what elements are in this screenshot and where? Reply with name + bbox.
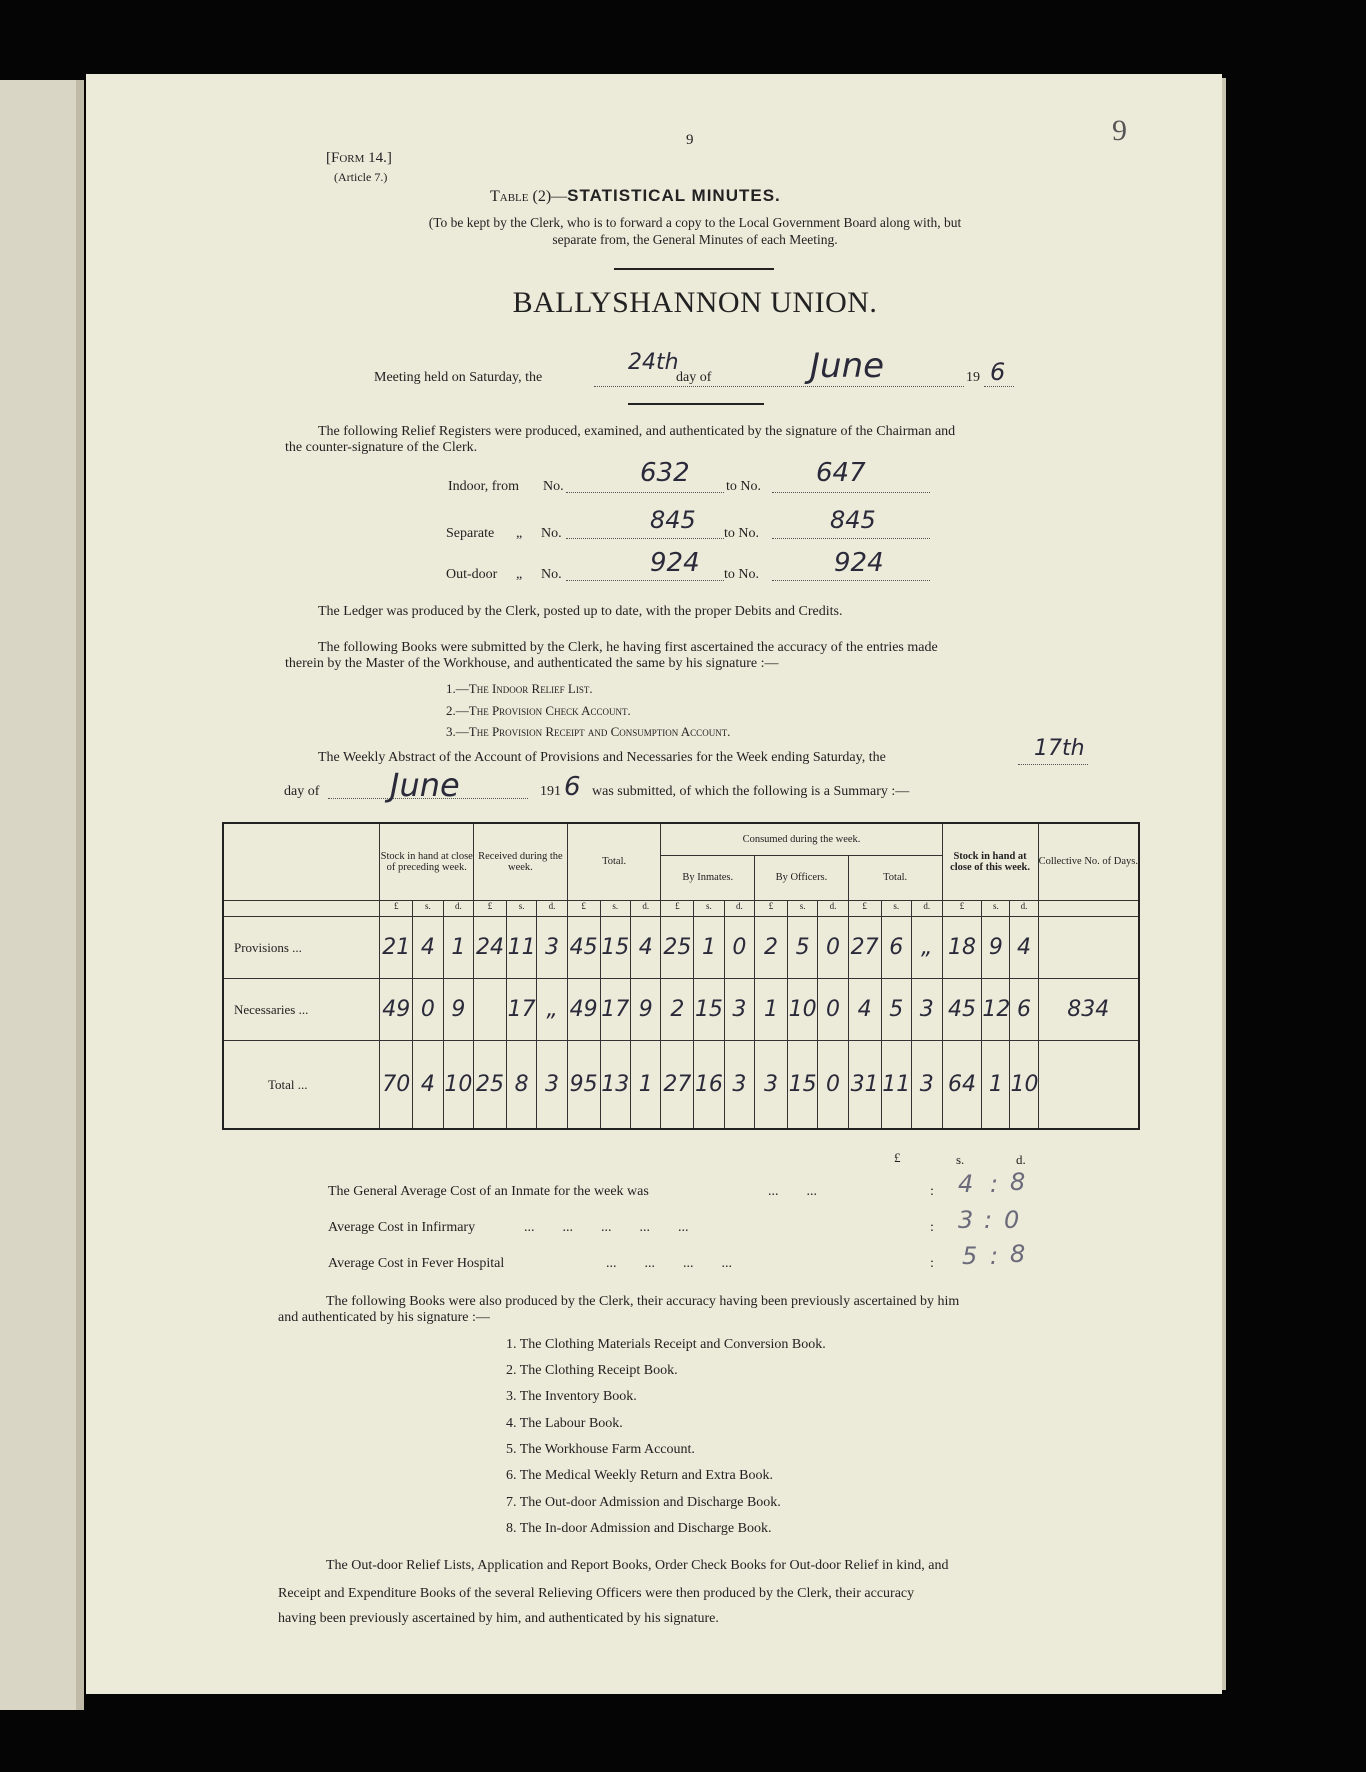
unit-pence: d. (724, 900, 754, 916)
cell: 5 (881, 979, 911, 1041)
meeting-rule (628, 403, 764, 405)
cell: 9 (630, 979, 660, 1041)
cost-fever-d: 8 (1010, 1240, 1026, 1268)
register-indoor-no: No. (543, 479, 564, 494)
cell: 24 (474, 916, 507, 978)
table-title-text: STATISTICAL MINUTES. (567, 186, 781, 205)
register-outdoor-to: 924 (834, 548, 884, 578)
unit-shillings: s. (881, 900, 911, 916)
unit-shillings: s. (787, 900, 817, 916)
cell: 8 (506, 1041, 536, 1129)
header-collective-days: Collective No. of Days. (1038, 823, 1139, 900)
also-intro-line-2: and authenticated by his signature :— (278, 1310, 490, 1325)
table-row-necessaries (223, 979, 1139, 1041)
cell: 49 (380, 979, 413, 1041)
list-item: 7. The Out-door Admission and Discharge Book. (506, 1495, 781, 1510)
meeting-month: June (810, 346, 885, 386)
cell: 64 (942, 1041, 982, 1129)
unit-blank (223, 900, 380, 916)
union-name: BALLYSHANNON UNION. (512, 286, 878, 319)
cell: 10 (1010, 1041, 1038, 1129)
cell: 4 (1010, 916, 1038, 978)
cost-unit-pence: d. (1016, 1152, 1026, 1167)
facing-page (0, 80, 84, 1710)
list-item: 6. The Medical Weekly Return and Extra Book. (506, 1468, 774, 1483)
list-item: 1. The Clothing Materials Receipt and Conversion Book. (506, 1337, 826, 1352)
register-outdoor-to-line (772, 580, 930, 581)
list-item: 3. The Inventory Book. (506, 1389, 637, 1404)
cell: 4 (630, 916, 660, 978)
cell: 49 (567, 979, 600, 1041)
list-item: 8. The In-door Admission and Discharge Book. (506, 1521, 772, 1536)
unit-pounds: £ (661, 900, 694, 916)
cell: 21 (380, 916, 413, 978)
cost-general-colon: : (930, 1184, 934, 1199)
row-label-text: Provisions (234, 939, 289, 955)
unit-pounds: £ (567, 900, 600, 916)
table-title (490, 186, 781, 206)
unit-pounds: £ (848, 900, 881, 916)
unit-pence: d. (443, 900, 473, 916)
cell: 3 (724, 979, 754, 1041)
unit-pence: d. (1010, 900, 1038, 916)
page-edge (1222, 78, 1226, 1690)
cost-general-dots: ... ... (768, 1184, 817, 1199)
cell (474, 979, 507, 1041)
unit-blank (1038, 900, 1139, 916)
meeting-day-of: day of (676, 370, 712, 385)
closing-line-2: Receipt and Expenditure Books of the several Relieving Officers were then produced by the Clerk, their accuracy (278, 1586, 915, 1601)
register-outdoor-from: 924 (650, 548, 700, 578)
unit-pence: d. (630, 900, 660, 916)
cost-fever-dots: ... ... ... ... (606, 1256, 732, 1271)
meeting-day: 24th (628, 350, 679, 375)
register-outdoor-no: No. (541, 567, 562, 582)
weekly-abstract-month: June (390, 766, 460, 804)
cell: 15 (600, 916, 630, 978)
stamped-page-number: 9 (1112, 114, 1127, 147)
header-by-officers: By Officers. (755, 855, 849, 900)
cell: 3 (911, 979, 942, 1041)
cost-infirmary-label: Average Cost in Infirmary (328, 1220, 476, 1235)
weekly-abstract-year-prefix: 191 (540, 784, 561, 799)
cell: 25 (474, 1041, 507, 1129)
cell: 25 (661, 916, 694, 978)
cell: 0 (818, 1041, 848, 1129)
registers-intro-line-2: the counter-signature of the Clerk. (285, 440, 478, 455)
books-intro-line-2: therein by the Master of the Workhouse, and authenticated the same by his signature :— (285, 656, 779, 671)
cell: 3 (537, 1041, 567, 1129)
cell: 31 (848, 1041, 881, 1129)
cell: 95 (567, 1041, 600, 1129)
cost-fever-s: 5 (962, 1242, 978, 1270)
cell: 1 (982, 1041, 1010, 1129)
cost-general-sep: : (990, 1170, 999, 1198)
cell: 1 (694, 916, 724, 978)
cell: 10 (787, 979, 817, 1041)
cost-unit-shillings: s. (956, 1152, 965, 1167)
cell: „ (537, 979, 567, 1041)
row-label (223, 979, 380, 1041)
cell: 3 (724, 1041, 754, 1129)
cost-general-label: The General Average Cost of an Inmate for the week was (328, 1184, 649, 1199)
row-label-dots: ... (292, 939, 302, 955)
header-consumed: Consumed during the week. (661, 823, 942, 855)
row-label-dots: ... (298, 1001, 309, 1017)
closing-line-3: having been previously ascertained by him, and authenticated by his signature. (278, 1611, 719, 1626)
cost-infirmary-d: 0 (1004, 1206, 1020, 1234)
header-consumed-total: Total. (848, 855, 942, 900)
cell: 18 (942, 916, 982, 978)
unit-pounds: £ (380, 900, 413, 916)
instruction-line-2: separate from, the General Minutes of each Meeting. (552, 232, 838, 247)
cell: 45 (942, 979, 982, 1041)
cell: 6 (1010, 979, 1038, 1041)
cell-days: 834 (1038, 979, 1139, 1041)
cost-infirmary-colon: : (930, 1220, 934, 1235)
cell: 3 (911, 1041, 942, 1129)
table-row-total (223, 1041, 1139, 1129)
header-stock-close: Stock in hand at close of this week. (942, 823, 1038, 900)
cell: 9 (982, 916, 1010, 978)
meeting-year-prefix: 19 (966, 370, 980, 385)
register-outdoor-to-label: to No. (724, 567, 759, 582)
cell: 1 (630, 1041, 660, 1129)
register-separate-to-label: to No. (724, 526, 759, 541)
cell: 17 (600, 979, 630, 1041)
cell: 4 (413, 916, 443, 978)
row-label (223, 1041, 380, 1129)
cell: 0 (818, 979, 848, 1041)
summary-table (222, 822, 1140, 1130)
register-indoor-to-label: to No. (726, 479, 761, 494)
row-label-text: Total (268, 1076, 295, 1092)
register-outdoor-mark: „ (516, 567, 523, 582)
unit-shillings: s. (413, 900, 443, 916)
unit-pence: d. (911, 900, 942, 916)
cell-days (1038, 1041, 1139, 1129)
register-indoor-from-line (566, 492, 724, 493)
cell: 2 (755, 916, 788, 978)
register-separate-no: No. (541, 526, 562, 541)
cell-days (1038, 916, 1139, 978)
cell: „ (911, 916, 942, 978)
registers-intro-line-1: The following Relief Registers were produced, examined, and authenticated by the signature of the Chairman and (318, 424, 956, 439)
list-item: 2. The Clothing Receipt Book. (506, 1363, 678, 1378)
cell: 2 (661, 979, 694, 1041)
register-separate-from-line (566, 538, 724, 539)
register-outdoor-from-line (566, 580, 724, 581)
also-intro-line-1: The following Books were also produced by the Clerk, their accuracy having been previously ascertained by him (326, 1294, 960, 1309)
cell: 1 (755, 979, 788, 1041)
register-separate-to: 845 (830, 506, 876, 534)
cost-fever-label: Average Cost in Fever Hospital (328, 1256, 505, 1271)
unit-pence: d. (537, 900, 567, 916)
book-submitted-3: 3.—The Provision Receipt and Consumption Account. (446, 724, 731, 739)
register-separate-from: 845 (650, 506, 696, 534)
cell: 16 (694, 1041, 724, 1129)
cell: 4 (848, 979, 881, 1041)
cell: 0 (818, 916, 848, 978)
cost-infirmary-sep: : (984, 1206, 993, 1234)
unit-pounds: £ (942, 900, 982, 916)
table-title-prefix: Table (2)— (490, 188, 568, 205)
cell: 15 (787, 1041, 817, 1129)
row-label-dots: ... (297, 1076, 308, 1092)
register-outdoor-label: Out-door (446, 567, 498, 582)
header-total: Total. (567, 823, 661, 900)
header-received: Received during the week. (474, 823, 568, 900)
printed-page-number: 9 (686, 132, 694, 148)
cell: 10 (443, 1041, 473, 1129)
cell: 3 (755, 1041, 788, 1129)
cell: 1 (443, 916, 473, 978)
book-submitted-2: 2.—The Provision Check Account. (446, 703, 631, 718)
cell: 27 (848, 916, 881, 978)
book-submitted-1: 1.—The Indoor Relief List. (446, 681, 593, 696)
header-by-inmates: By Inmates. (661, 855, 755, 900)
cell: 4 (413, 1041, 443, 1129)
cell: 6 (881, 916, 911, 978)
weekly-abstract-suffix: was submitted, of which the following is a Summary :— (592, 784, 910, 799)
list-item: 4. The Labour Book. (506, 1416, 623, 1431)
form-article: (Article 7.) (334, 170, 388, 184)
cost-fever-colon: : (930, 1256, 934, 1271)
row-label (223, 916, 380, 978)
meeting-prefix: Meeting held on Saturday, the (374, 370, 543, 385)
meeting-date-line (594, 386, 964, 387)
form-label: [Form 14.] (326, 150, 392, 166)
unit-shillings: s. (506, 900, 536, 916)
cell: 3 (537, 916, 567, 978)
unit-shillings: s. (694, 900, 724, 916)
header-stock-preceding: Stock in hand at close of preceding week. (380, 823, 474, 900)
weekly-abstract-day-line (1018, 764, 1088, 765)
cell: 0 (724, 916, 754, 978)
cell: 11 (506, 916, 536, 978)
cell: 13 (600, 1041, 630, 1129)
cost-general-d: 8 (1010, 1168, 1026, 1196)
register-separate-mark: „ (516, 526, 523, 541)
header-blank (223, 823, 380, 900)
cost-fever-sep: : (990, 1242, 999, 1270)
unit-pence: d. (818, 900, 848, 916)
cost-general-s: 4 (958, 1170, 974, 1198)
register-separate-to-line (772, 538, 930, 539)
list-item: 5. The Workhouse Farm Account. (506, 1442, 695, 1457)
row-label-text: Necessaries (234, 1001, 296, 1017)
instruction-line-1: (To be kept by the Clerk, who is to forward a copy to the Local Government Board along with, but (428, 215, 962, 230)
register-indoor-from: 632 (640, 458, 690, 488)
register-indoor-to: 647 (816, 458, 866, 488)
ledger-text: The Ledger was produced by the Clerk, posted up to date, with the proper Debits and Credits. (318, 604, 843, 619)
unit-shillings: s. (982, 900, 1010, 916)
cell: 17 (506, 979, 536, 1041)
cell: 11 (881, 1041, 911, 1129)
cost-infirmary-dots: ... ... ... ... ... (524, 1220, 689, 1235)
weekly-abstract-day-of: day of (284, 784, 320, 799)
weekly-abstract-line-1: The Weekly Abstract of the Account of Provisions and Necessaries for the Week ending Saturday, the (318, 750, 886, 765)
weekly-abstract-day: 17th (1034, 736, 1085, 761)
cost-infirmary-s: 3 (958, 1206, 974, 1234)
unit-pounds: £ (474, 900, 507, 916)
cell: 15 (694, 979, 724, 1041)
register-separate-label: Separate (446, 526, 495, 541)
facing-page-edge (76, 80, 84, 1710)
books-intro-line-1: The following Books were submitted by the Clerk, he having first ascertained the accuracy of the entries made (318, 640, 938, 655)
meeting-year-line (984, 386, 1014, 387)
unit-shillings: s. (600, 900, 630, 916)
cell: 12 (982, 979, 1010, 1041)
cell: 5 (787, 916, 817, 978)
cell: 45 (567, 916, 600, 978)
title-rule (614, 268, 774, 270)
cell: 70 (380, 1041, 413, 1129)
register-indoor-to-line (772, 492, 930, 493)
cell: 9 (443, 979, 473, 1041)
cell: 27 (661, 1041, 694, 1129)
unit-pounds: £ (755, 900, 788, 916)
weekly-abstract-year-digit: 6 (564, 772, 581, 802)
table-row-provisions (223, 916, 1139, 978)
register-indoor-label: Indoor, from (448, 479, 519, 494)
cell: 0 (413, 979, 443, 1041)
closing-line-1: The Out-door Relief Lists, Application and Report Books, Order Check Books for Out-door Relief in kind, and (326, 1558, 949, 1573)
cost-unit-pounds: £ (894, 1150, 901, 1165)
meeting-year-digit: 6 (990, 358, 1006, 386)
